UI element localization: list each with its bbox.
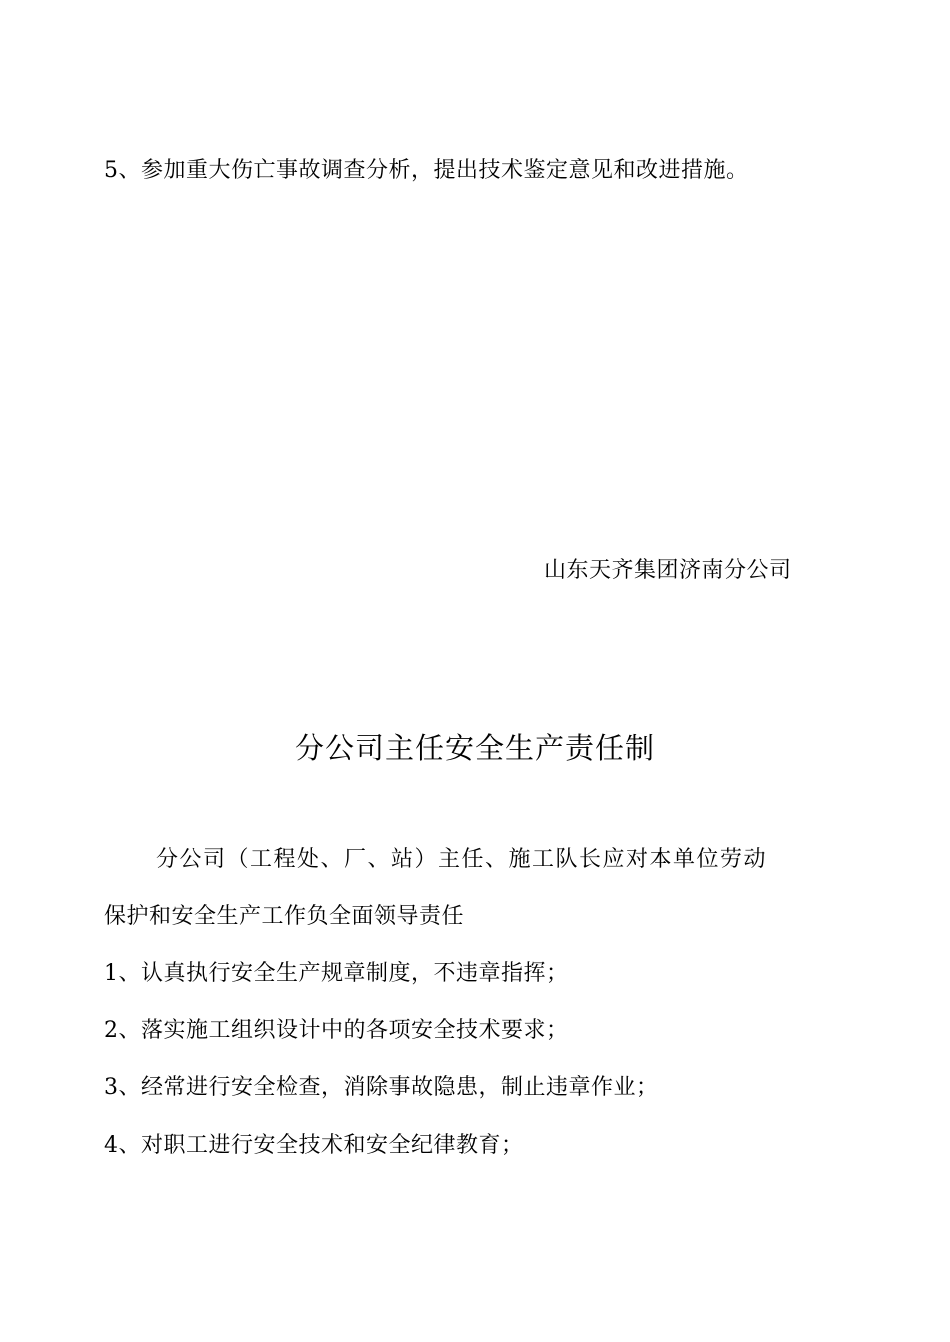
section-intro-line-1: 分公司（工程处、厂、站）主任、施工队长应对本单位劳动 <box>156 847 768 872</box>
responsibility-item-1: 1、认真执行安全生产规章制度，不违章指挥； <box>104 961 569 986</box>
company-signature: 山东天齐集团济南分公司 <box>544 558 792 583</box>
responsibility-item-4: 4、对职工进行安全技术和安全纪律教育； <box>104 1133 524 1158</box>
previous-section-item-5: 5、参加重大伤亡事故调查分析，提出技术鉴定意见和改进措施。 <box>104 158 749 183</box>
responsibility-item-3: 3、经常进行安全检查，消除事故隐患，制止违章作业； <box>104 1075 659 1100</box>
section-title: 分公司主任安全生产责任制 <box>294 731 655 765</box>
section-intro-line-2: 保护和安全生产工作负全面领导责任 <box>104 904 465 929</box>
responsibility-item-2: 2、落实施工组织设计中的各项安全技术要求； <box>104 1018 569 1043</box>
